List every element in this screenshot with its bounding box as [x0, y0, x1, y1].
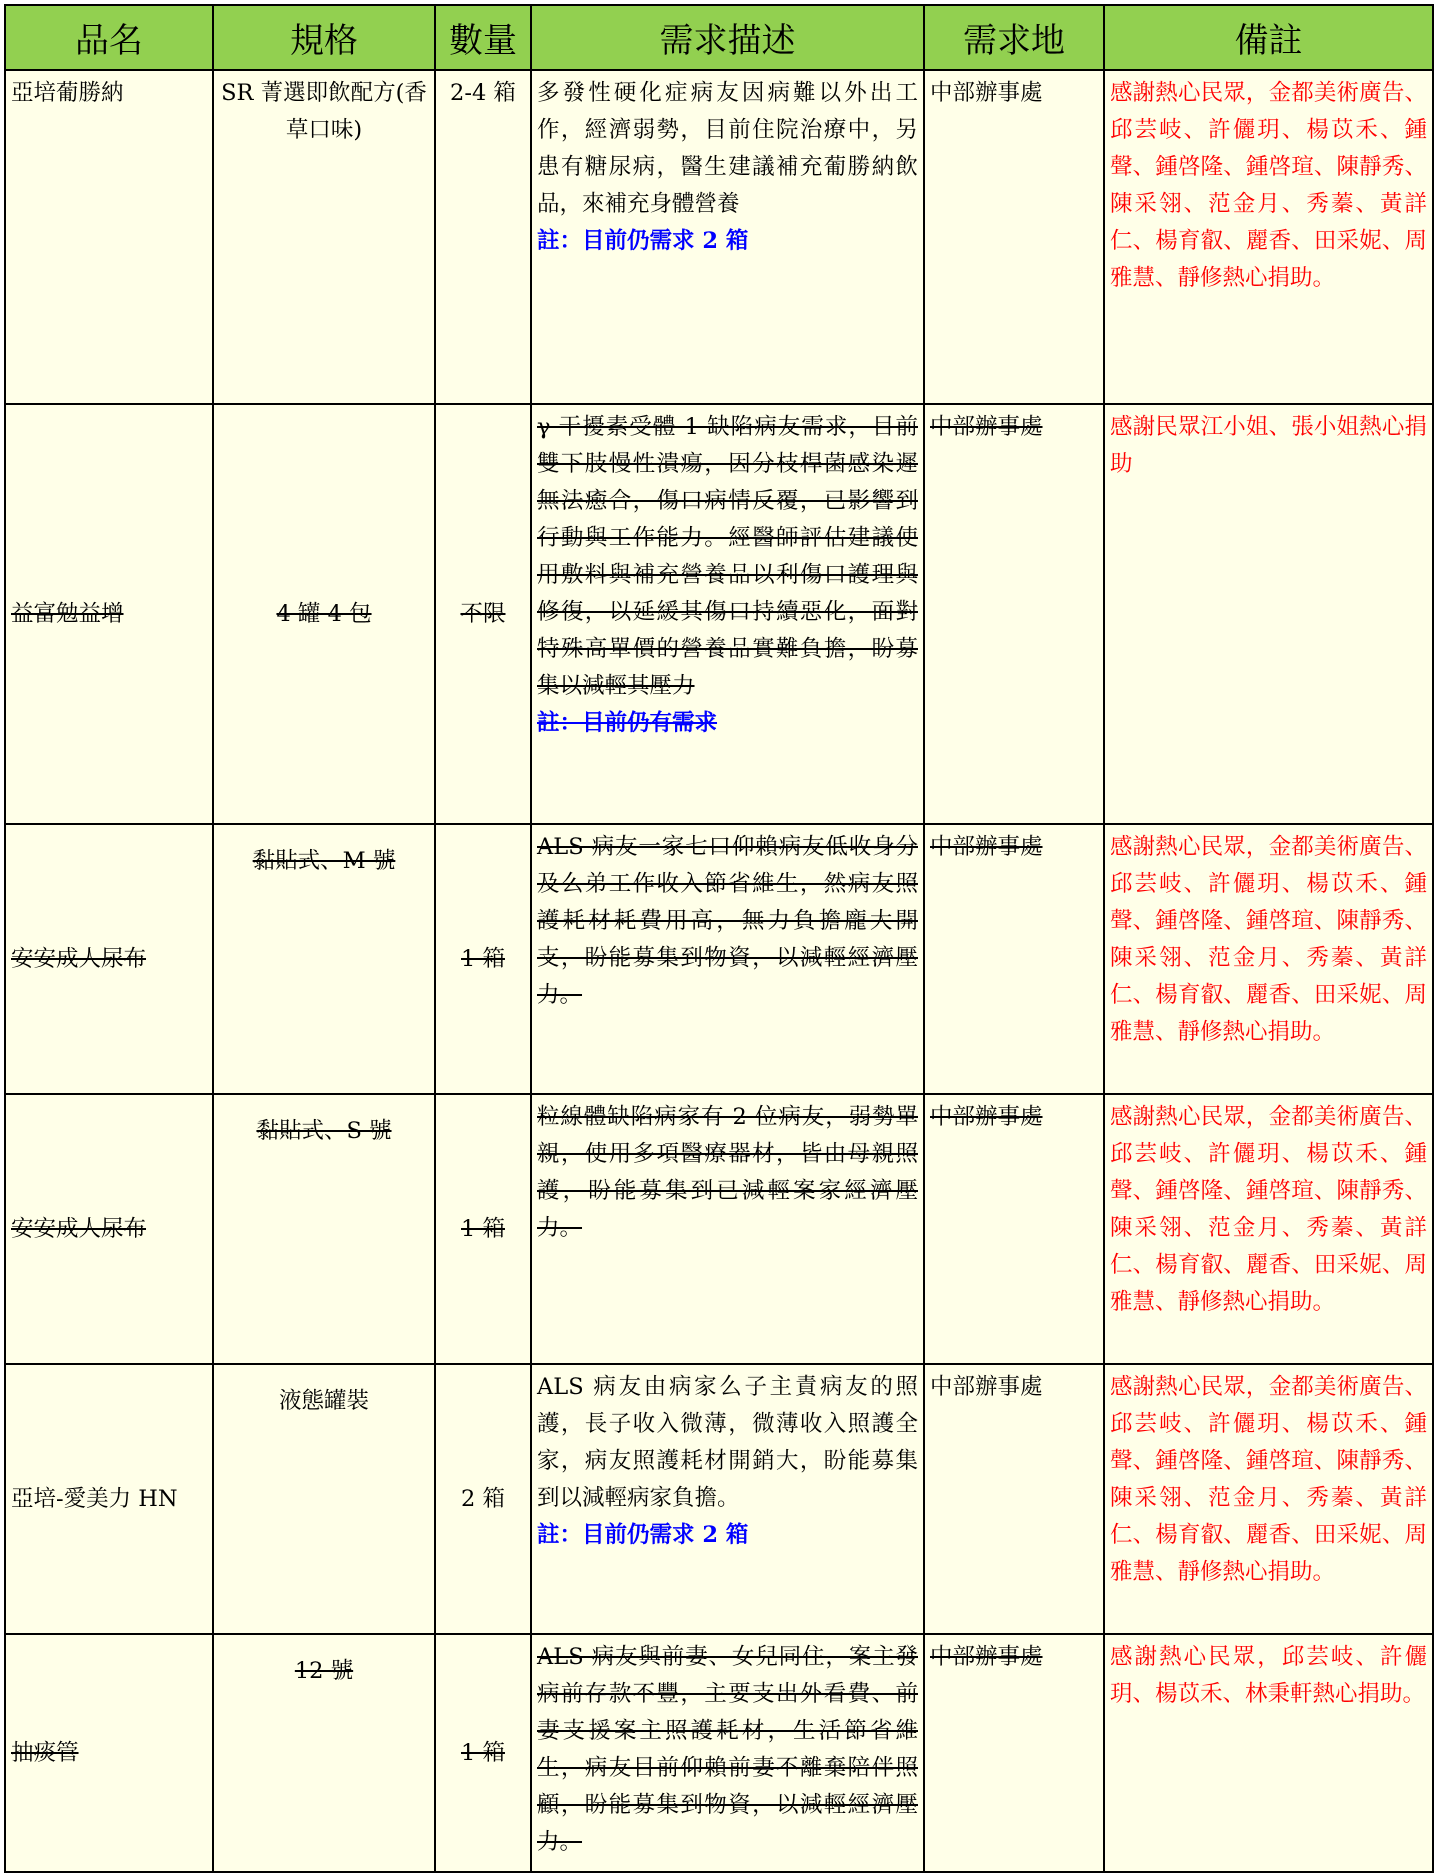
item-remarks: 感謝熱心民眾，金都美術廣告、邱芸岐、許儷玥、楊苡禾、鍾聲、鍾啓隆、鍾啓瑄、陳靜秀、陳采翎、范金月、秀蓁、黃詳仁、楊育叡、麗香、田采妮、周雅慧、靜修熱心捐助。: [1104, 70, 1433, 404]
description-text: 多發性硬化症病友因病難以外出工作，經濟弱勢，目前住院治療中，另患有糖尿病，醫生建議補充葡勝納飲品，來補充身體營養: [537, 80, 918, 217]
item-description: [531, 1634, 924, 1872]
item-location: 中部辦事處: [924, 1094, 1104, 1364]
item-description: [531, 404, 924, 824]
table-row: [5, 404, 1433, 824]
item-description: [531, 70, 924, 404]
table-row: [5, 70, 1433, 404]
description-note: 註：目前仍需求 2 箱: [537, 228, 749, 254]
description-text: 粒線體缺陷病家有 2 位病友，弱勢單親，使用多項醫療器材，皆由母親照護，盼能募集到已減輕案家經濟壓力。: [537, 1104, 918, 1241]
item-remarks: 感謝民眾江小姐、張小姐熱心捐助: [1104, 404, 1433, 824]
item-description: [531, 1094, 924, 1364]
item-quantity: 2-4 箱: [435, 70, 531, 404]
header-remarks: 備註: [1104, 5, 1433, 70]
item-spec: 黏貼式、M 號: [213, 824, 435, 1094]
item-remarks: 感謝熱心民眾，金都美術廣告、邱芸岐、許儷玥、楊苡禾、鍾聲、鍾啓隆、鍾啓瑄、陳靜秀、陳采翎、范金月、秀蓁、黃詳仁、楊育叡、麗香、田采妮、周雅慧、靜修熱心捐助。: [1104, 824, 1433, 1094]
header-row: [5, 5, 1433, 70]
item-location: 中部辦事處: [924, 404, 1104, 824]
item-spec: 液態罐裝: [213, 1364, 435, 1634]
item-name: 安安成人尿布: [5, 824, 213, 1094]
header-spec: 規格: [213, 5, 435, 70]
item-quantity: 2 箱: [435, 1364, 531, 1634]
item-spec: SR 菁選即飲配方(香草口味): [213, 70, 435, 404]
item-quantity: 1 箱: [435, 1634, 531, 1872]
item-location: 中部辦事處: [924, 1364, 1104, 1634]
table-row: [5, 1634, 1433, 1872]
header-item-name: 品名: [5, 5, 213, 70]
item-remarks: 感謝熱心民眾，邱芸岐、許儷玥、楊苡禾、林秉軒熱心捐助。: [1104, 1634, 1433, 1872]
table-row: [5, 1094, 1433, 1364]
table-row: [5, 824, 1433, 1094]
description-note: 註：目前仍有需求: [537, 710, 718, 736]
item-remarks: 感謝熱心民眾，金都美術廣告、邱芸岐、許儷玥、楊苡禾、鍾聲、鍾啓隆、鍾啓瑄、陳靜秀、陳采翎、范金月、秀蓁、黃詳仁、楊育叡、麗香、田采妮、周雅慧、靜修熱心捐助。: [1104, 1094, 1433, 1364]
description-text: ALS 病友與前妻、女兒同住，案主發病前存款不豐，主要支出外看費、前妻支援案主照護耗材，生活節省維生，病友目前仰賴前妻不離棄陪伴照顧，盼能募集到物資，以減輕經濟壓力。: [537, 1644, 918, 1855]
item-spec: 12 號: [213, 1634, 435, 1872]
item-name: 抽痰管: [5, 1634, 213, 1872]
item-spec: 黏貼式、S 號: [213, 1094, 435, 1364]
item-quantity: 1 箱: [435, 1094, 531, 1364]
header-description: 需求描述: [531, 5, 924, 70]
item-name: 安安成人尿布: [5, 1094, 213, 1364]
item-description: [531, 824, 924, 1094]
description-text: γ 干擾素受體 1 缺陷病友需求，目前雙下肢慢性潰瘍，因分枝桿菌感染遲無法癒合，傷口病情反覆，已影響到行動與工作能力。經醫師評估建議使用敷料與補充營養品以利傷口護理與修復，以延緩其傷口持續惡化，面對特殊高單價的營養品實難負擔，盼募集以減輕其壓力: [537, 414, 918, 699]
item-description: [531, 1364, 924, 1634]
item-quantity: 1 箱: [435, 824, 531, 1094]
item-spec: 4 罐 4 包: [213, 404, 435, 824]
description-note: 註：目前仍需求 2 箱: [537, 1522, 749, 1548]
description-text: ALS 病友由病家么子主責病友的照護，長子收入微薄，微薄收入照護全家，病友照護耗材開銷大，盼能募集到以減輕病家負擔。: [537, 1374, 918, 1511]
item-quantity: 不限: [435, 404, 531, 824]
header-location: 需求地: [924, 5, 1104, 70]
item-name: 益富勉益增: [5, 404, 213, 824]
item-location: 中部辦事處: [924, 70, 1104, 404]
donation-needs-table: [4, 4, 1434, 1873]
table-row: [5, 1364, 1433, 1634]
item-location: 中部辦事處: [924, 824, 1104, 1094]
description-text: ALS 病友一家七口仰賴病友低收身分及么弟工作收入節省維生，然病友照護耗材耗費用高，無力負擔龐大開支，盼能募集到物資，以減輕經濟壓力。: [537, 834, 918, 1008]
item-location: 中部辦事處: [924, 1634, 1104, 1872]
item-name: 亞培葡勝納: [5, 70, 213, 404]
item-name: 亞培-愛美力 HN: [5, 1364, 213, 1634]
item-remarks: 感謝熱心民眾，金都美術廣告、邱芸岐、許儷玥、楊苡禾、鍾聲、鍾啓隆、鍾啓瑄、陳靜秀、陳采翎、范金月、秀蓁、黃詳仁、楊育叡、麗香、田采妮、周雅慧、靜修熱心捐助。: [1104, 1364, 1433, 1634]
header-quantity: 數量: [435, 5, 531, 70]
